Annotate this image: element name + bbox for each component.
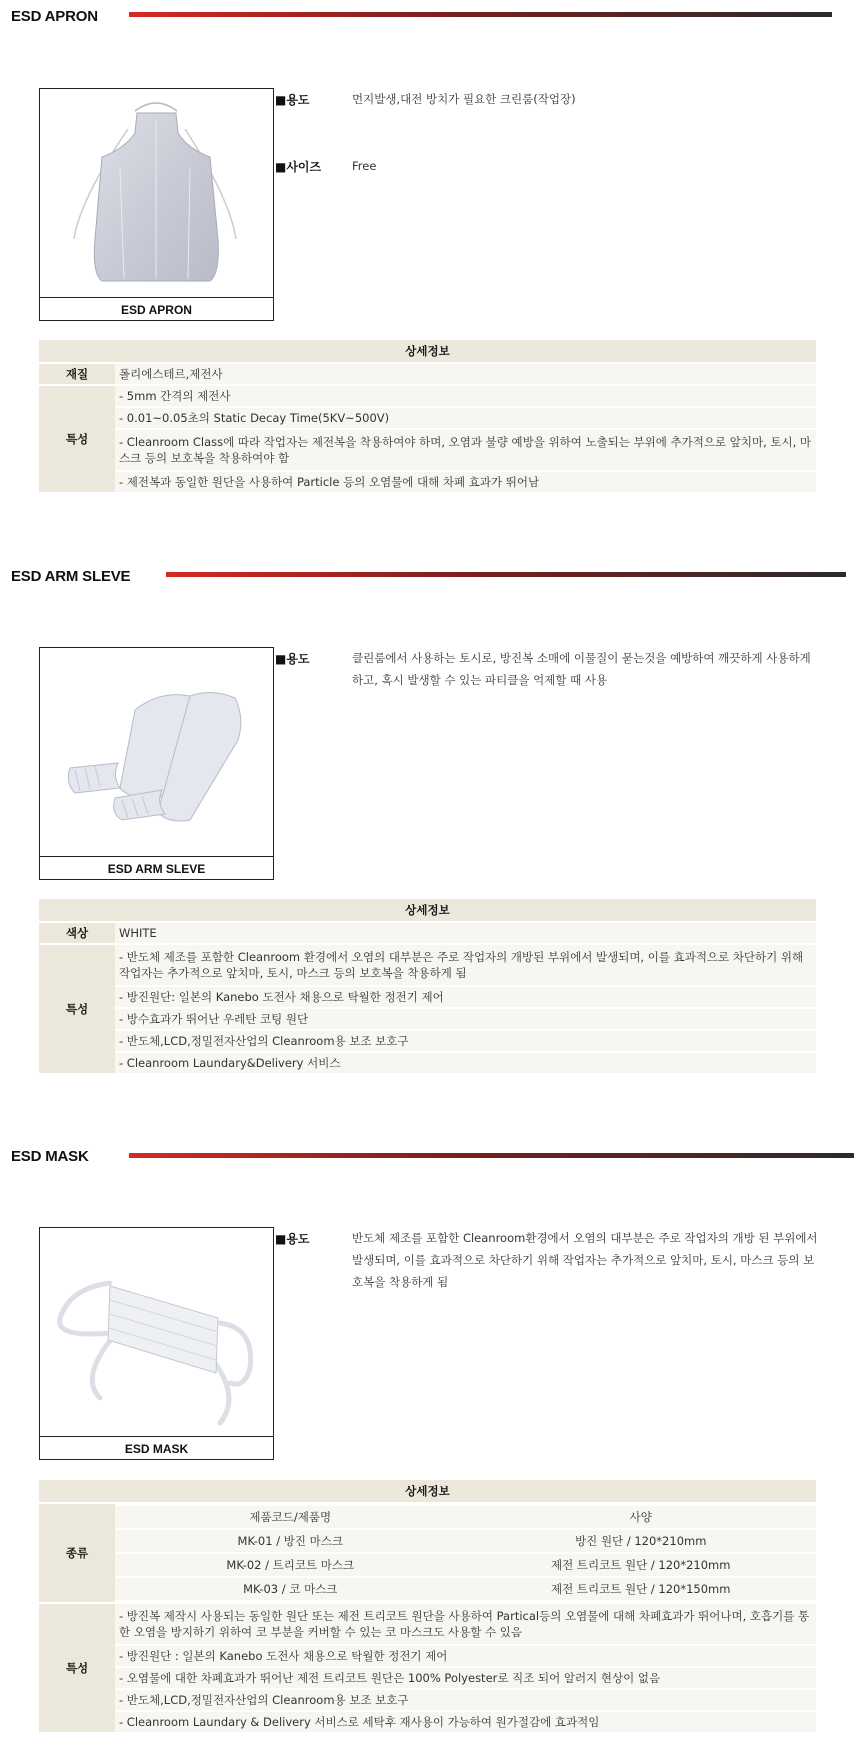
image-caption-apron: ESD APRON <box>121 303 192 317</box>
feature-item: - 반도체 제조를 포함한 Cleanroom 환경에서 오염의 대부분은 주로 작업자의 개방된 부위에서 발생되며, 이를 효과적으로 차단하기 위해 작업자는 추가적으로 앞치마, 토시, 마스크 등의 보호복을 착용하게 됨 <box>115 945 816 985</box>
product-image-box-apron <box>39 88 274 321</box>
spec-value-size-apron: Free <box>352 159 377 173</box>
feature-item: - Cleanroom Laundary & Delivery 서비스로 세탁후 재사용이 가능하여 원가절감에 효과적임 <box>115 1712 816 1732</box>
feature-item: - 오염물에 대한 차폐효과가 뛰어난 제전 트리코트 원단은 100% Polyester로 직조 되어 알러지 현상이 없음 <box>115 1668 816 1688</box>
feature-item: - 제전복과 동일한 원단을 사용하여 Particle 등의 오염물에 대해 차폐 효과가 뛰어남 <box>115 472 816 492</box>
detail-table-heading: 상세정보 <box>39 899 816 921</box>
detail-table-arm-sleve <box>39 897 816 1075</box>
feature-item: - Cleanroom Class에 따라 작업자는 제전복을 착용하여야 하며, 오염과 불량 예방을 위하여 노출되는 부위에 추가적으로 앞치마, 토시, 마스크 등의 보호복을 착용하여야 함 <box>115 430 816 470</box>
section-divider-arm-sleve <box>166 572 846 577</box>
row-header-features: 특성 <box>39 386 115 492</box>
kinds-col-header-spec: 사양 <box>466 1506 817 1528</box>
image-caption-arm-sleve: ESD ARM SLEVE <box>107 862 206 876</box>
feature-item: - 반도체,LCD,정밀전자산업의 Cleanroom용 보조 보호구 <box>115 1690 816 1710</box>
color-value: WHITE <box>115 923 816 943</box>
spec-label-usage-mask: ■용도 <box>275 1232 310 1246</box>
feature-item: - 방수효과가 뛰어난 우레탄 코팅 원단 <box>115 1009 816 1029</box>
apron-image <box>40 89 273 298</box>
section-title-arm-sleve: ESD ARM SLEVE <box>11 568 131 585</box>
section-title-mask: ESD MASK <box>11 1148 89 1165</box>
row-header-kinds: 종류 <box>39 1504 115 1602</box>
spec-label-size-apron: ■사이즈 <box>275 160 322 174</box>
feature-item: - 5mm 간격의 제전사 <box>115 386 816 406</box>
kinds-col-header-code: 제품코드/제품명 <box>115 1506 466 1528</box>
product-image-box-mask <box>39 1227 274 1460</box>
arm-sleve-image <box>40 648 273 857</box>
feature-item: - 방진원단 : 일본의 Kanebo 도전사 채용으로 탁월한 정전기 제어 <box>115 1646 816 1666</box>
arm-sleve-illustration <box>40 648 273 856</box>
kinds-subtable-cell <box>115 1504 816 1602</box>
kinds-code: MK-03 / 코 마스크 <box>115 1578 466 1600</box>
feature-item: - 0.01~0.05초의 Static Decay Time(5KV~500V) <box>115 408 816 428</box>
image-caption-mask: ESD MASK <box>124 1442 189 1456</box>
section-divider-apron <box>129 12 832 17</box>
row-header-features: 특성 <box>39 1604 115 1732</box>
feature-item: - 반도체,LCD,정밀전자산업의 Cleanroom용 보조 보호구 <box>115 1031 816 1051</box>
mask-image <box>40 1228 273 1437</box>
apron-illustration <box>40 89 273 297</box>
row-header-material: 재질 <box>39 364 115 384</box>
spec-value-usage-arm-sleve: 클린룸에서 사용하는 토시로, 방진복 소매에 이물질이 묻는것을 예방하여 깨끗하게 사용하게 하고, 혹시 발생할 수 있는 파티클을 억제할 때 사용 <box>352 651 811 687</box>
section-divider-mask <box>129 1153 854 1158</box>
row-header-color: 색상 <box>39 923 115 943</box>
spec-label-usage-arm-sleve: ■용도 <box>275 652 310 666</box>
kinds-code: MK-02 / 트리코트 마스크 <box>115 1554 466 1576</box>
spec-value-usage-mask: 반도체 제조를 포함한 Cleanroom환경에서 오염의 대부분은 주로 작업자의 개방 된 부위에서 발생되며, 이를 효과적으로 차단하기 위해 작업자는 추가적으로 앞치마, 토시, 마스크 등의 보호복을 착용하게 됨 <box>352 1231 818 1289</box>
detail-table-heading: 상세정보 <box>39 340 816 362</box>
detail-table-mask <box>39 1478 816 1734</box>
spec-label-usage-apron: ■용도 <box>275 93 310 107</box>
kinds-spec: 제전 트리코트 원단 / 120*150mm <box>466 1578 817 1600</box>
detail-table-heading: 상세정보 <box>39 1480 816 1502</box>
feature-item: - 방진복 제작시 사용되는 동일한 원단 또는 제전 트리코트 원단을 사용하여 Partical등의 오염물에 대해 차폐효과가 뛰어나며, 호흡기를 통한 오염을 방지하기 위하여 코 부분을 커버할 수 있는 코 마스크도 사용할 수 있음 <box>115 1604 816 1644</box>
kinds-code: MK-01 / 방진 마스크 <box>115 1530 466 1552</box>
kinds-spec: 방진 원단 / 120*210mm <box>466 1530 817 1552</box>
section-title-apron: ESD APRON <box>11 8 98 25</box>
feature-item: - 방진원단: 일본의 Kanebo 도전사 채용으로 탁월한 정전기 제어 <box>115 987 816 1007</box>
kinds-subtable <box>115 1504 816 1602</box>
material-value: 폴리에스테르,제전사 <box>115 364 816 384</box>
mask-illustration <box>40 1228 273 1436</box>
product-image-box-arm-sleve <box>39 647 274 880</box>
detail-table-apron <box>39 338 816 494</box>
spec-value-usage-apron: 먼지발생,대전 방치가 필요한 크린룸(작업장) <box>352 92 576 106</box>
kinds-spec: 제전 트리코트 원단 / 120*210mm <box>466 1554 817 1576</box>
feature-item: - Cleanroom Laundary&Delivery 서비스 <box>115 1053 816 1073</box>
row-header-features: 특성 <box>39 945 115 1073</box>
